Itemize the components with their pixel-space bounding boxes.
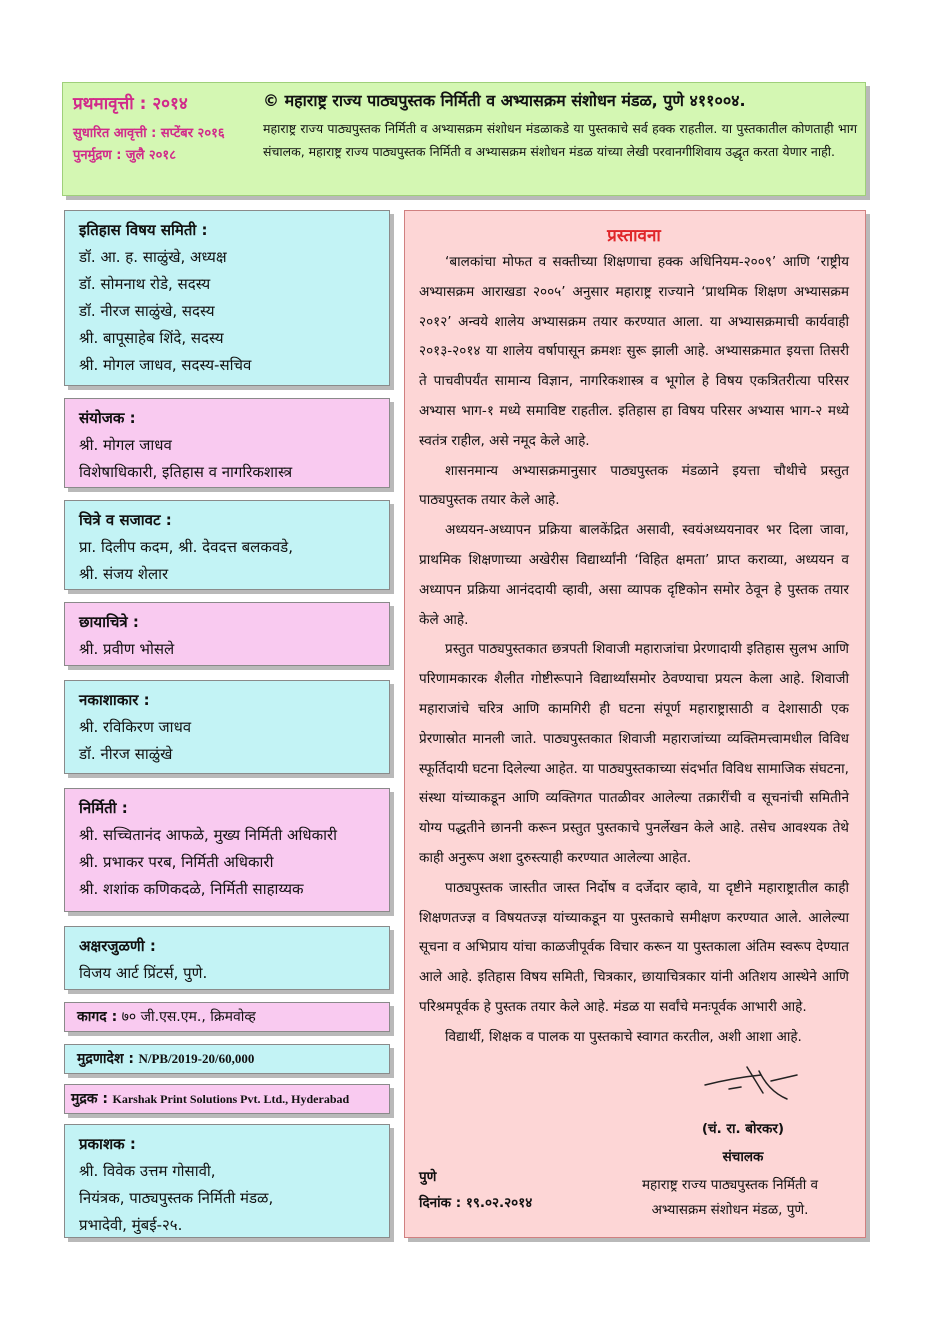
photos-heading: छायाचित्रे : [79,613,139,631]
production-line: श्री. प्रभाकर परब, निर्मिती अधिकारी [79,853,274,871]
publisher-box [64,1124,390,1238]
preface-date: दिनांक : १९.०२.२०१४ [419,1195,533,1211]
revised-edition: सुधारित आवृत्ती : सप्टेंबर २०१६ [73,126,225,141]
committee-member: डॉ. आ. ह. साळुंखे, अध्यक्ष [79,248,227,266]
preface-paragraph: विद्यार्थी, शिक्षक व पालक या पुस्तकाचे स्वागत करतील, अशी आशा आहे. [445,1028,802,1045]
cartography-line: डॉ. नीरज साळुंखे [79,745,173,763]
signatory-name: (चं. रा. बोरकर) [701,1121,785,1137]
reprint-edition: पुनर्मुद्रण : जुलै २०१८ [73,148,176,163]
print-order-label: मुद्रणादेश : [77,1051,134,1067]
illustration-line: श्री. संजय शेलार [79,565,169,583]
publisher-line: नियंत्रक, पाठ्यपुस्तक निर्मिती मंडळ, [79,1189,274,1207]
preface-title: प्रस्तावना [607,226,661,246]
preface-paragraph: ‘बालकांचा मोफत व सक्तीच्या शिक्षणाचा हक्क अधिनियम-२००९’ आणि ‘राष्ट्रीय अभ्यासक्रम आराखडा २००५’ अनुसार महाराष्ट्र राज्याने ‘प्राथमिक शिक्षण अभ्यासक्रम २०१२’ अन्वये शालेय अभ्यासक्रम तयार करण्यात आला. या अभ्यासक्रमाची कार्यवाही २०१३-२०१४ या शालेय वर्षापासून क्रमशः सुरू झाली आहे. अभ्यासक्रमात इयत्ता तिसरी ते पाचवीपर्यंत सामान्य विज्ञान, नागरिकशास्त्र व भूगोल हे विषय एकत्रितरीत्या परिसर अभ्यास भाग-१ मध्ये समाविष्ट राहतील. इतिहास हा विषय परिसर अभ्यास भाग-२ मध्ये स्वतंत्र राहील, असे नमूद केले आहे. [419,254,849,449]
publisher-line: प्रभादेवी, मुंबई-२५. [79,1216,183,1234]
first-edition: प्रथमावृत्ती : २०१४ [73,94,188,114]
preface-paragraph: अध्ययन-अध्यापन प्रक्रिया बालकेंद्रित असावी, स्वयंअध्ययनावर भर दिला जावा, प्राथमिक शिक्षणाच्या अखेरीस विद्यार्थ्यांनी ‘विहित क्षमता’ प्राप्त कराव्या, अध्ययन व अध्यापन प्रक्रिया आनंददायी व्हावी, असा व्यापक दृष्टिकोन समोर ठेवून हे पुस्तक तयार केले आहे. [419,522,849,628]
paper-value: ७० जी.एस.एम., क्रिमवोव्ह [121,1009,256,1025]
cartography-line: श्री. रविकिरण जाधव [79,718,192,736]
print-order-box [64,1044,390,1074]
coordinator-line: विशेषाधिकारी, इतिहास व नागरिकशास्त्र [79,463,293,481]
printer-label: मुद्रक : [71,1091,109,1107]
committee-member: श्री. बापूसाहेब शिंदे, सदस्य [79,329,224,347]
cartography-heading: नकाशाकार : [79,691,150,709]
rights-notice: महाराष्ट्र राज्य पाठ्यपुस्तक निर्मिती व अभ्यासक्रम संशोधन मंडळाकडे या पुस्तकाचे सर्व हक्क राहतील. या पुस्तकातील कोणताही भाग संचालक, महाराष्ट्र राज्य पाठ्यपुस्तक निर्मिती व अभ्यासक्रम संशोधन मंडळ यांच्या लेखी परवानगीशिवाय उद्धृत करता येणार नाही. [263,121,857,159]
signatory-org [595,1173,865,1223]
committee-member: श्री. मोगल जाधव, सदस्य-सचिव [79,356,252,374]
preface-box [404,210,866,1238]
publisher-line: श्री. विवेक उत्तम गोसावी, [79,1162,216,1180]
production-line: श्री. शशांक कणिकदळे, निर्मिती साहाय्यक [79,880,304,898]
paper-box [64,1002,390,1032]
coordinator-heading: संयोजक : [79,409,136,427]
typesetting-heading: अक्षरजुळणी : [79,937,156,955]
production-box [64,788,390,912]
committee-member: डॉ. सोमनाथ रोडे, सदस्य [79,275,211,293]
coordinator-box [64,398,390,488]
committee-heading: इतिहास विषय समिती : [79,221,208,239]
signatory-org-line: अभ्यासक्रम संशोधन मंडळ, पुणे. [651,1202,809,1218]
typesetting-box [64,926,390,990]
illustration-line: प्रा. दिलीप कदम, श्री. देवदत्त बलकवडे, [79,538,293,556]
cartography-box [64,680,390,774]
copyright-block [263,89,857,163]
signatory-designation: संचालक [722,1149,764,1165]
illustration-heading: चित्रे व सजावट : [79,511,172,529]
publisher-heading: प्रकाशक : [79,1135,136,1153]
illustration-box [64,500,390,590]
signature-icon [701,1063,811,1109]
preface-place: पुणे [419,1169,437,1185]
edition-info [73,91,225,167]
preface-paragraph: प्रस्तुत पाठ्यपुस्तकात छत्रपती शिवाजी महाराजांचा प्रेरणादायी इतिहास सुलभ आणि परिणामकारक शैलीत गोष्टीरूपाने विद्यार्थ्यांसमोर ठेवण्याचा प्रयत्न केला आहे. शिवाजी महाराजांचे चरित्र आणि कामगिरी ही घटना संपूर्ण महाराष्ट्रासाठी व देशासाठी एक प्रेरणास्रोत मानली जाते. पाठ्यपुस्तकात शिवाजी महाराजांच्या व्यक्तिमत्त्वामधील विविध स्फूर्तिदायी घटना दिलेल्या आहेत. या पाठ्यपुस्तकाच्या संदर्भात विविध सामाजिक संघटना, संस्था यांच्याकडून आणि व्यक्तिगत पातळीवर आलेल्या तक्रारींची व सूचनांची समितीने योग्य पद्धतीने छाननी करून प्रस्तुत पुस्तकाचे पुनर्लेखन केले आहे. तसेच आवश्यक तेथे काही अनुरूप अशा दुरुस्त्याही करण्यात आलेल्या आहेत. [419,641,849,866]
committee-box [64,210,390,386]
printer-box [64,1084,390,1114]
coordinator-line: श्री. मोगल जाधव [79,436,172,454]
edition-banner [62,82,866,196]
preface-paragraph: शासनमान्य अभ्यासक्रमानुसार पाठ्यपुस्तक मंडळाने इयत्ता चौथीचे प्रस्तुत पाठ्यपुस्तक तयार केले आहे. [419,462,849,509]
production-heading: निर्मिती : [79,799,128,817]
photos-box [64,602,390,666]
photos-line: श्री. प्रवीण भोसले [79,640,175,658]
committee-member: डॉ. नीरज साळुंखे, सदस्य [79,302,215,320]
printer-value: Karshak Print Solutions Pvt. Ltd., Hyderabad [112,1092,350,1106]
paper-label: कागद : [77,1009,118,1025]
signatory-org-line: महाराष्ट्र राज्य पाठ्यपुस्तक निर्मिती व [641,1177,819,1193]
copyright-line: © महाराष्ट्र राज्य पाठ्यपुस्तक निर्मिती व अभ्यासक्रम संशोधन मंडळ, पुणे ४११००४. [263,91,746,110]
production-line: श्री. सच्चितानंद आफळे, मुख्य निर्मिती अधिकारी [79,826,338,844]
typesetting-line: विजय आर्ट प्रिंटर्स, पुणे. [79,964,208,982]
print-order-value: N/PB/2019-20/60,000 [138,1051,255,1066]
preface-paragraph: पाठ्यपुस्तक जास्तीत जास्त निर्दोष व दर्जेदार व्हावे, या दृष्टीने महाराष्ट्रातील काही शिक्षणतज्ज्ञ व विषयतज्ज्ञ यांच्याकडून या पुस्तकाचे समीक्षण करण्यात आले. आलेल्या सूचना व अभिप्राय यांचा काळजीपूर्वक विचार करून या पुस्तकाला अंतिम स्वरूप देण्यात आले आहे. इतिहास विषय समिती, चित्रकार, छायाचित्रकार यांनी अतिशय आस्थेने आणि परिश्रमपूर्वक हे पुस्तक तयार केले आहे. मंडळ या सर्वांचे मनःपूर्वक आभारी आहे. [419,879,849,1015]
